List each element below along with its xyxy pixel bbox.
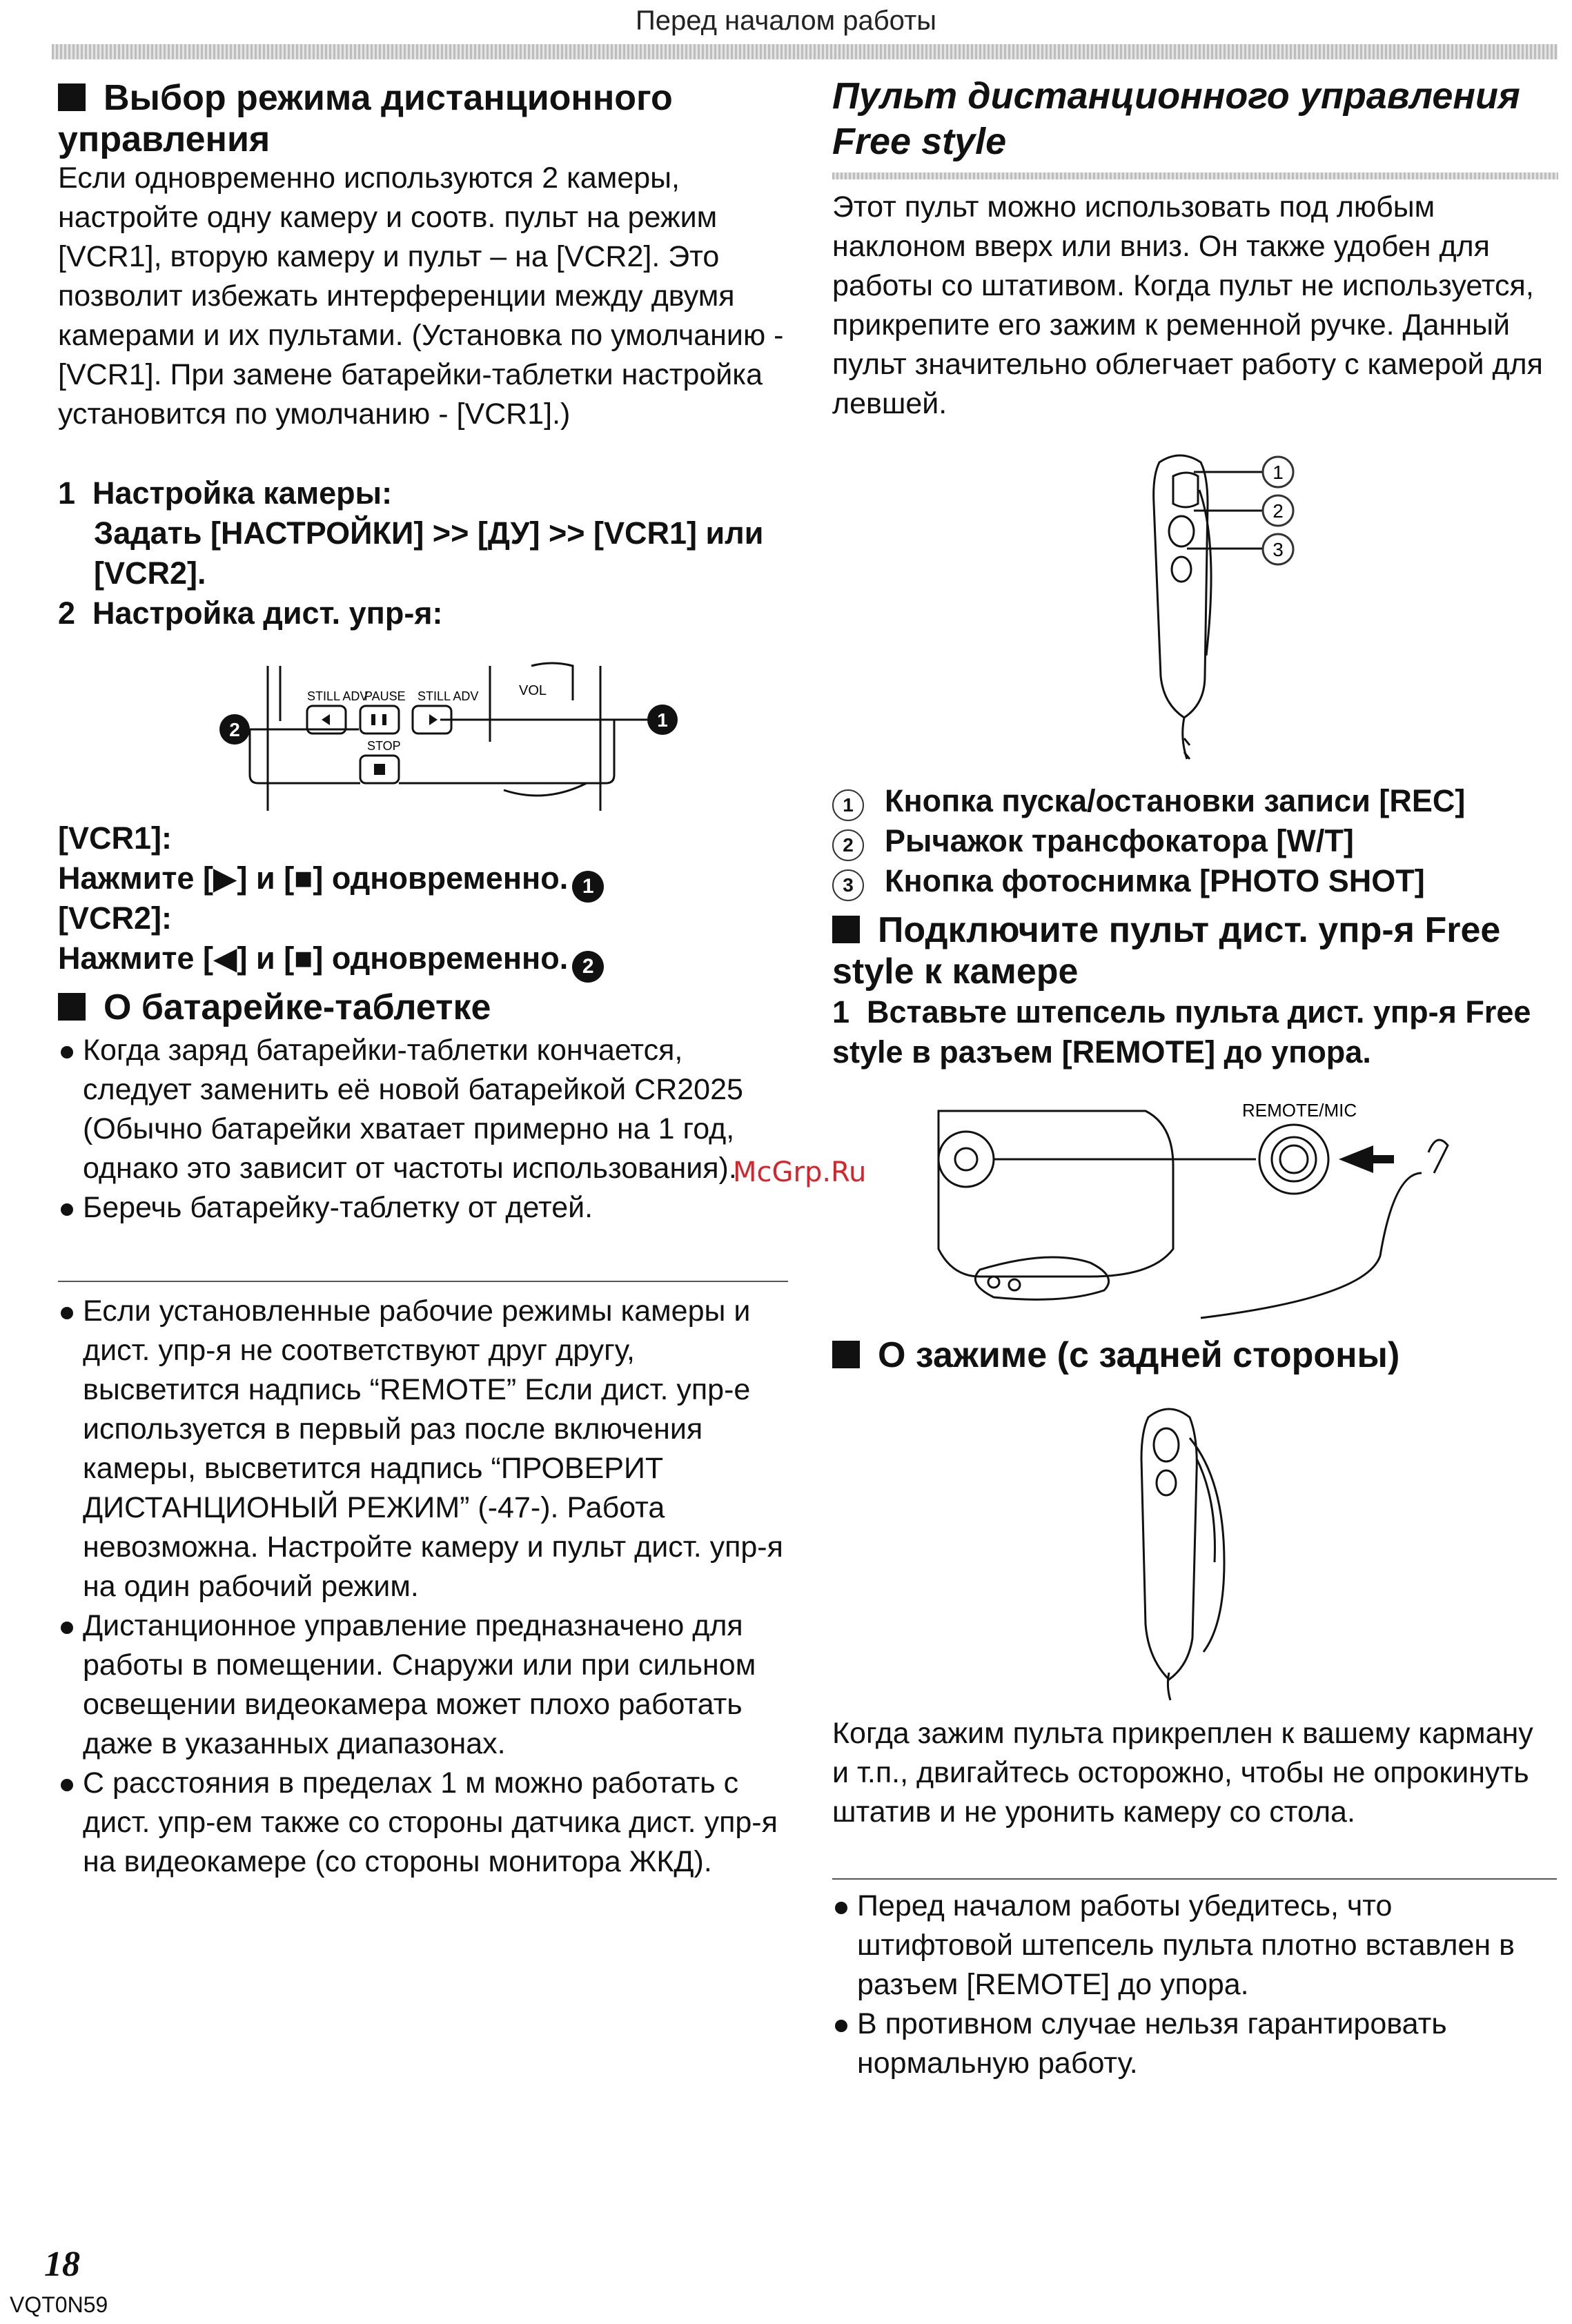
heading-underline-band: [832, 173, 1558, 179]
part-photo-button: 3 Кнопка фотоснимка [PHOTO SHOT]: [832, 861, 1557, 901]
vcr2-label: [VCR2]:: [58, 900, 172, 936]
vcr1-instruction: Нажмите [▶] и [■] одновременно. 1: [58, 858, 789, 903]
bullet-item: С расстояния в пределах 1 м можно работать с дист. упр-ем также со стороны датчика дист. упр-я на видеокамере (со стороны монитора ЖКД).: [58, 1764, 789, 1882]
section-heading-clip: О зажиме (с задней стороны): [832, 1335, 1557, 1376]
freestyle-remote-heading: Пульт дистанционного управления Free style: [832, 75, 1520, 162]
watermark: McGrp.Ru: [733, 1156, 867, 1188]
document-code: VQT0N59: [10, 2292, 108, 2317]
still-adv-right-label: STILL ADV: [417, 689, 479, 703]
separator: [832, 1878, 1557, 1880]
freestyle-intro: Этот пульт можно использовать под любым наклоном вверх или вниз. Он также удобен для работы со штативом. Когда пульт не используется, прикрепите его зажим к ременной ручке. Данный пульт значительно облегчает работу с камерой для левшей.: [832, 190, 1543, 420]
section-heading-remote-mode: Выбор режима дистанционного управления: [58, 78, 673, 159]
section-heading-connect: Подключите пульт дист. упр-я Free style к камере: [832, 910, 1501, 992]
step1: 1 Настройка камеры:: [58, 475, 393, 511]
vcr2-instruction: Нажмите [◀] и [■] одновременно. 2: [58, 938, 789, 983]
section1-intro: Если одновременно используются 2 камеры, настройте одну камеру и соотв. пульт на режим [VCR1], вторую камеру и пульт – на [VCR2]. Это позволит избежать интерференции между двумя камерами и их пультами. (Установка по умолчанию - [VCR1]. При замене батарейки-таблетки настройка установится по умолчанию - [VCR1].): [58, 161, 784, 431]
right-notes: [832, 1887, 1550, 2083]
step1-detail: Задать [НАСТРОЙКИ] >> [ДУ] >> [VCR1] или [VCR2].: [94, 515, 764, 591]
callout-3: 3: [1273, 539, 1284, 560]
part-zoom-lever: 2 Рычажок трансфокатора [W/T]: [832, 821, 1557, 861]
still-adv-left-label: STILL ADV: [307, 689, 369, 703]
marker-1: 1: [657, 709, 668, 731]
heading-square-icon: [832, 1341, 860, 1368]
part-rec-button: 1 Кнопка пуска/остановки записи [REC]: [832, 781, 1557, 821]
step2: 2 Настройка дист. упр-я:: [58, 595, 443, 631]
bullet-item: Если установленные рабочие режимы камеры и дист. упр-я не соответствуют друг другу, высветится надпись “REMOTE” Если дист. упр-е используется в первый раз после включения камеры, высветится надпись “ПРОВЕРИТ ДИСТАНЦИОНЫЙ РЕЖИМ” (-47-). Работа невозможна. Настройте камеру и пульт дист. упр-я на один рабочий режим.: [58, 1292, 789, 1606]
heading-square-icon: [832, 916, 860, 943]
connect-step: 1 Вставьте штепсель пульта дист. упр-я Free style в разъем [REMOTE] до упора.: [832, 994, 1531, 1070]
heading-square-icon: [58, 83, 86, 111]
vcr1-label: [VCR1]:: [58, 820, 172, 856]
remote-mic-jack-label: REMOTE/MIC: [1242, 1100, 1357, 1121]
parts-list: [832, 781, 1557, 901]
bullet-item: Когда заряд батарейки-таблетки кончается, следует заменить её новой батарейкой CR2025 (Обычно батарейки хватает примерно на 1 год, однако это зависит от частоты использования).: [58, 1031, 789, 1188]
freestyle-remote-illustration: [1118, 449, 1339, 773]
stop-label: STOP: [367, 739, 401, 753]
separator: [58, 1281, 788, 1282]
bullet-item: Перед началом работы убедитесь, что штифтовой штепсель пульта плотно вставлен в разъем [REMOTE] до упора.: [832, 1887, 1550, 2005]
bullet-item: В противном случае нельзя гарантировать нормальную работу.: [832, 2005, 1550, 2083]
remote-buttons-illustration: [186, 659, 683, 818]
battery-bullets: [58, 1031, 789, 1228]
header-band: [52, 44, 1558, 59]
clip-text: Когда зажим пульта прикреплен к вашему карману и т.п., двигайтесь осторожно, чтобы не опрокинуть штатив и не уронить камеру со стола.: [832, 1717, 1533, 1829]
callout-2: 2: [1273, 500, 1284, 522]
callout-1: 1: [1273, 462, 1284, 483]
camera-connection-illustration: [897, 1097, 1518, 1332]
heading-square-icon: [58, 993, 86, 1021]
pause-label: PAUSE: [364, 689, 406, 703]
marker-1: 1: [572, 871, 604, 903]
vol-label: VOL: [519, 683, 547, 698]
page-header-title: Перед началом работы: [635, 6, 937, 36]
section-heading-battery: О батарейке-таблетке: [58, 987, 789, 1028]
marker-2: 2: [572, 951, 604, 983]
bullet-item: Дистанционное управление предназначено для работы в помещении. Снаружи или при сильном освещении видеокамера может плохо работать даже в указанных диапазонах.: [58, 1606, 789, 1764]
bullet-item: Беречь батарейку-таблетку от детей.: [58, 1188, 789, 1228]
page-number: 18: [44, 2245, 80, 2284]
remote-clip-illustration: [1118, 1397, 1270, 1714]
marker-2: 2: [229, 719, 240, 740]
left-notes: [58, 1292, 789, 1882]
